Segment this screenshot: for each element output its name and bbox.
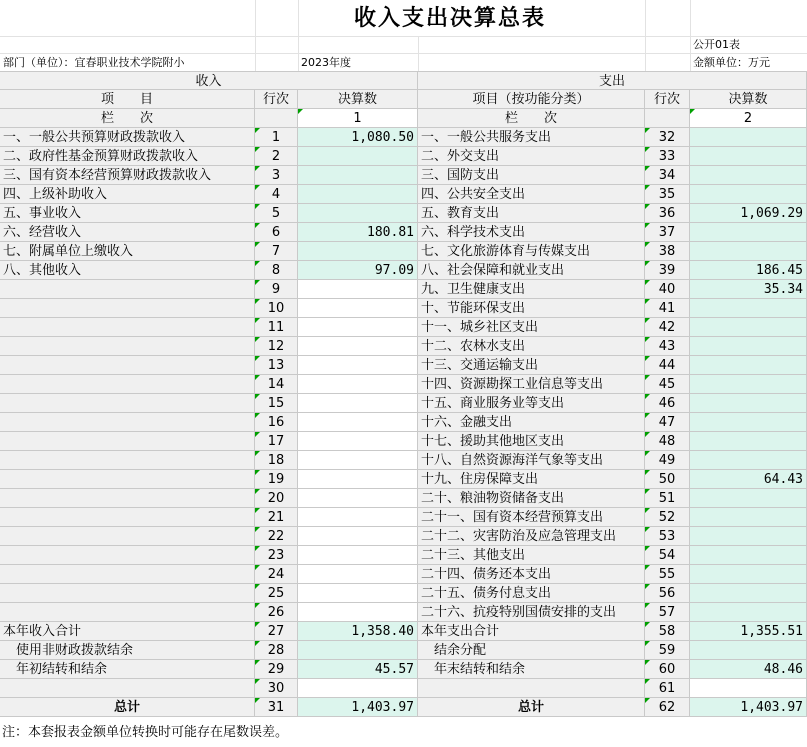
expense-row-number: 48 xyxy=(645,432,690,451)
income-row-amount xyxy=(298,451,418,470)
expense-row-number: 59 xyxy=(645,641,690,660)
income-row-amount xyxy=(298,584,418,603)
unit-label: 金额单位：万元 xyxy=(693,56,770,69)
expense-row-amount xyxy=(690,356,807,375)
expense-row-amount xyxy=(690,299,807,318)
income-row-label: 一、一般公共预算财政拨款收入 xyxy=(0,128,255,147)
income-row-amount xyxy=(298,280,418,299)
income-row-amount xyxy=(298,394,418,413)
income-row-label: 二、政府性基金预算财政拨款收入 xyxy=(0,147,255,166)
expense-row-amount xyxy=(690,584,807,603)
income-row-amount xyxy=(298,185,418,204)
expense-row-number: 60 xyxy=(645,660,690,679)
income-row-amount xyxy=(298,337,418,356)
income-row-label: 四、上级补助收入 xyxy=(0,185,255,204)
expense-row-amount: 64.43 xyxy=(690,470,807,489)
expense-row-number: 42 xyxy=(645,318,690,337)
income-item-header: 项 目 xyxy=(0,90,255,109)
expense-row-label: 十五、商业服务业等支出 xyxy=(418,394,645,413)
income-row-number: 14 xyxy=(255,375,298,394)
income-row-number: 2 xyxy=(255,147,298,166)
income-row-label xyxy=(0,375,255,394)
income-lanci-number: 1 xyxy=(298,109,418,128)
expense-row-amount xyxy=(690,128,807,147)
income-row-amount xyxy=(298,356,418,375)
expense-row-label: 十一、城乡社区支出 xyxy=(418,318,645,337)
income-row-number: 7 xyxy=(255,242,298,261)
expense-row-label: 九、卫生健康支出 xyxy=(418,280,645,299)
expense-row-number: 62 xyxy=(645,698,690,717)
income-row-amount xyxy=(298,489,418,508)
expense-row-amount xyxy=(690,565,807,584)
expense-row-number: 54 xyxy=(645,546,690,565)
expense-row-number: 35 xyxy=(645,185,690,204)
expense-row-amount xyxy=(690,375,807,394)
income-row-number: 29 xyxy=(255,660,298,679)
income-row-label: 年初结转和结余 xyxy=(0,660,255,679)
expense-row-label: 十六、金融支出 xyxy=(418,413,645,432)
income-row-amount: 1,403.97 xyxy=(298,698,418,717)
expense-row-amount xyxy=(690,394,807,413)
expense-row-amount: 1,069.29 xyxy=(690,204,807,223)
expense-row-number: 41 xyxy=(645,299,690,318)
expense-row-label: 十九、住房保障支出 xyxy=(418,470,645,489)
income-row-number: 1 xyxy=(255,128,298,147)
income-row-label: 八、其他收入 xyxy=(0,261,255,280)
income-row-amount xyxy=(298,565,418,584)
expense-row-amount: 48.46 xyxy=(690,660,807,679)
income-row-label: 总计 xyxy=(0,698,255,717)
income-row-number: 5 xyxy=(255,204,298,223)
grid-line xyxy=(0,53,807,54)
expense-row-label: 十二、农林水支出 xyxy=(418,337,645,356)
income-row-number: 20 xyxy=(255,489,298,508)
income-row-amount: 180.81 xyxy=(298,223,418,242)
income-row-number: 26 xyxy=(255,603,298,622)
expense-item-header: 项目（按功能分类） xyxy=(418,90,645,109)
expense-row-label: 十七、援助其他地区支出 xyxy=(418,432,645,451)
expense-row-amount xyxy=(690,527,807,546)
income-row-label xyxy=(0,451,255,470)
income-row-label xyxy=(0,318,255,337)
expense-row-label: 年末结转和结余 xyxy=(418,660,645,679)
income-row-amount xyxy=(298,375,418,394)
expense-row-number: 47 xyxy=(645,413,690,432)
department-label: 部门（单位）：宜春职业技术学院附小 xyxy=(3,56,185,69)
expense-row-label: 十、节能环保支出 xyxy=(418,299,645,318)
expense-row-label: 总计 xyxy=(418,698,645,717)
income-section-header: 收入 xyxy=(0,71,418,90)
income-row-number: 22 xyxy=(255,527,298,546)
expense-row-amount xyxy=(690,337,807,356)
expense-row-label: 二十五、债务付息支出 xyxy=(418,584,645,603)
expense-row-number: 52 xyxy=(645,508,690,527)
income-row-label xyxy=(0,527,255,546)
income-row-number: 31 xyxy=(255,698,298,717)
expense-row-number: 51 xyxy=(645,489,690,508)
expense-row-number: 49 xyxy=(645,451,690,470)
income-row-number: 21 xyxy=(255,508,298,527)
income-row-label xyxy=(0,565,255,584)
income-row-label xyxy=(0,470,255,489)
expense-row-amount xyxy=(690,413,807,432)
income-row-number: 13 xyxy=(255,356,298,375)
footnote: 注：本套报表金额单位转换时可能存在尾数误差。 xyxy=(2,725,289,740)
expense-row-amount xyxy=(690,641,807,660)
expense-row-label: 七、文化旅游体育与传媒支出 xyxy=(418,242,645,261)
income-row-number: 6 xyxy=(255,223,298,242)
expense-row-label: 二、外交支出 xyxy=(418,147,645,166)
expense-row-amount xyxy=(690,679,807,698)
expense-section-header: 支出 xyxy=(418,71,807,90)
income-row-label xyxy=(0,603,255,622)
income-row-number: 3 xyxy=(255,166,298,185)
income-row-amount xyxy=(298,242,418,261)
expense-row-number: 40 xyxy=(645,280,690,299)
income-row-label xyxy=(0,413,255,432)
income-row-number: 15 xyxy=(255,394,298,413)
income-row-label xyxy=(0,432,255,451)
expense-row-label: 五、教育支出 xyxy=(418,204,645,223)
form-code: 公开01表 xyxy=(693,38,740,51)
expense-row-amount: 1,355.51 xyxy=(690,622,807,641)
expense-row-amount xyxy=(690,223,807,242)
expense-row-amount xyxy=(690,546,807,565)
income-row-amount: 45.57 xyxy=(298,660,418,679)
page-title: 收入支出决算总表 xyxy=(353,5,546,31)
expense-row-amount xyxy=(690,242,807,261)
income-row-number: 28 xyxy=(255,641,298,660)
expense-row-number: 50 xyxy=(645,470,690,489)
expense-row-label: 本年支出合计 xyxy=(418,622,645,641)
income-row-amount xyxy=(298,641,418,660)
income-row-label: 七、附属单位上缴收入 xyxy=(0,242,255,261)
expense-row-number: 46 xyxy=(645,394,690,413)
income-row-number: 23 xyxy=(255,546,298,565)
income-row-amount: 1,358.40 xyxy=(298,622,418,641)
expense-row-amount xyxy=(690,489,807,508)
income-row-number: 24 xyxy=(255,565,298,584)
income-row-label xyxy=(0,299,255,318)
income-row-label: 本年收入合计 xyxy=(0,622,255,641)
income-row-label: 五、事业收入 xyxy=(0,204,255,223)
income-row-amount xyxy=(298,470,418,489)
income-row-label xyxy=(0,546,255,565)
expense-row-number: 45 xyxy=(645,375,690,394)
income-row-label: 使用非财政拨款结余 xyxy=(0,641,255,660)
income-rowno-header: 行次 xyxy=(255,90,298,109)
expense-row-number: 33 xyxy=(645,147,690,166)
expense-row-number: 56 xyxy=(645,584,690,603)
income-row-label xyxy=(0,508,255,527)
income-row-label xyxy=(0,280,255,299)
expense-row-number: 43 xyxy=(645,337,690,356)
income-row-number: 9 xyxy=(255,280,298,299)
expense-row-label: 二十、粮油物资储备支出 xyxy=(418,489,645,508)
expense-row-number: 53 xyxy=(645,527,690,546)
expense-row-amount: 35.34 xyxy=(690,280,807,299)
expense-row-label: 十四、资源勘探工业信息等支出 xyxy=(418,375,645,394)
income-row-label xyxy=(0,489,255,508)
income-row-amount: 1,080.50 xyxy=(298,128,418,147)
income-amount-header: 决算数 xyxy=(298,90,418,109)
expense-row-number: 39 xyxy=(645,261,690,280)
income-row-amount xyxy=(298,318,418,337)
income-row-amount xyxy=(298,432,418,451)
expense-row-amount xyxy=(690,166,807,185)
income-row-number: 16 xyxy=(255,413,298,432)
expense-row-label: 十八、自然资源海洋气象等支出 xyxy=(418,451,645,470)
income-row-amount xyxy=(298,508,418,527)
income-row-amount xyxy=(298,527,418,546)
income-row-label xyxy=(0,337,255,356)
income-row-amount xyxy=(298,679,418,698)
expense-row-label: 四、公共安全支出 xyxy=(418,185,645,204)
income-row-amount xyxy=(298,413,418,432)
expense-row-amount: 186.45 xyxy=(690,261,807,280)
expense-row-label: 六、科学技术支出 xyxy=(418,223,645,242)
income-row-label xyxy=(0,356,255,375)
expense-row-number: 55 xyxy=(645,565,690,584)
expense-row-label: 二十二、灾害防治及应急管理支出 xyxy=(418,527,645,546)
expense-row-label: 二十三、其他支出 xyxy=(418,546,645,565)
income-row-number: 25 xyxy=(255,584,298,603)
income-row-amount xyxy=(298,603,418,622)
expense-row-number: 58 xyxy=(645,622,690,641)
expense-row-number: 57 xyxy=(645,603,690,622)
expense-lanci-label: 栏 次 xyxy=(418,109,645,128)
income-row-number: 12 xyxy=(255,337,298,356)
expense-row-amount xyxy=(690,147,807,166)
income-row-amount xyxy=(298,299,418,318)
income-row-number: 27 xyxy=(255,622,298,641)
income-row-number: 30 xyxy=(255,679,298,698)
income-row-number: 10 xyxy=(255,299,298,318)
income-row-number: 4 xyxy=(255,185,298,204)
income-row-number: 18 xyxy=(255,451,298,470)
expense-row-label: 三、国防支出 xyxy=(418,166,645,185)
expense-row-number: 44 xyxy=(645,356,690,375)
expense-row-number: 37 xyxy=(645,223,690,242)
expense-row-label: 一、一般公共服务支出 xyxy=(418,128,645,147)
expense-row-amount: 1,403.97 xyxy=(690,698,807,717)
expense-lanci-empty xyxy=(645,109,690,128)
expense-row-amount xyxy=(690,508,807,527)
income-row-number: 19 xyxy=(255,470,298,489)
expense-row-amount xyxy=(690,318,807,337)
expense-row-label: 八、社会保障和就业支出 xyxy=(418,261,645,280)
expense-rowno-header: 行次 xyxy=(645,90,690,109)
expense-row-label: 二十六、抗疫特别国债安排的支出 xyxy=(418,603,645,622)
expense-row-label: 十三、交通运输支出 xyxy=(418,356,645,375)
expense-row-amount xyxy=(690,451,807,470)
expense-row-number: 34 xyxy=(645,166,690,185)
income-row-amount xyxy=(298,546,418,565)
expense-row-amount xyxy=(690,603,807,622)
income-row-number: 17 xyxy=(255,432,298,451)
income-row-amount xyxy=(298,204,418,223)
expense-row-number: 38 xyxy=(645,242,690,261)
expense-row-label xyxy=(418,679,645,698)
income-row-number: 8 xyxy=(255,261,298,280)
expense-lanci-number: 2 xyxy=(690,109,807,128)
income-row-label xyxy=(0,394,255,413)
grid-line xyxy=(0,36,807,37)
expense-row-amount xyxy=(690,432,807,451)
income-lanci-empty xyxy=(255,109,298,128)
income-row-label: 三、国有资本经营预算财政拨款收入 xyxy=(0,166,255,185)
expense-row-label: 结余分配 xyxy=(418,641,645,660)
income-lanci-label: 栏 次 xyxy=(0,109,255,128)
expense-row-amount xyxy=(690,185,807,204)
expense-row-label: 二十一、国有资本经营预算支出 xyxy=(418,508,645,527)
income-row-amount xyxy=(298,147,418,166)
expense-row-number: 32 xyxy=(645,128,690,147)
income-row-amount: 97.09 xyxy=(298,261,418,280)
expense-amount-header: 决算数 xyxy=(690,90,807,109)
expense-row-label: 二十四、债务还本支出 xyxy=(418,565,645,584)
year-label: 2023年度 xyxy=(301,56,351,69)
expense-row-number: 61 xyxy=(645,679,690,698)
income-row-label xyxy=(0,679,255,698)
income-row-label xyxy=(0,584,255,603)
income-row-number: 11 xyxy=(255,318,298,337)
income-row-label: 六、经营收入 xyxy=(0,223,255,242)
expense-row-number: 36 xyxy=(645,204,690,223)
income-row-amount xyxy=(298,166,418,185)
